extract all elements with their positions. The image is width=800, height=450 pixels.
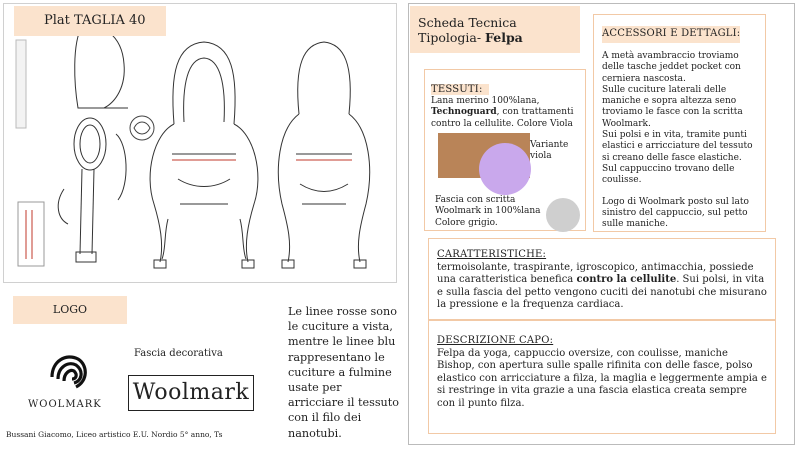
caratteristiche-box bbox=[428, 238, 776, 320]
garment-flat-sketch bbox=[4, 4, 396, 282]
accessori-p1: A metà avambraccio troviamo delle tasche jeddet pocket con cerniera nascosta. bbox=[602, 51, 741, 84]
tessuti-heading: TESSUTI: bbox=[431, 84, 489, 95]
accessori-p3: Sui polsi e in vita, tramite punti elastici e arricciature del tessuto si creano delle fasce elastiche. bbox=[602, 130, 753, 163]
descrizione-box bbox=[428, 320, 776, 434]
logo-label: LOGO bbox=[13, 296, 127, 324]
variante-label: Variante viola bbox=[530, 140, 569, 162]
tessuti-description: Lana merino 100%lana, Technoguard, con trattamenti contro la cellulite. Colore Viola bbox=[431, 96, 574, 129]
descrizione-text: Felpa da yoga, cappuccio oversize, con coulisse, maniche Bishop, con apertura sulle spalle rifinita con delle fasce, polso elastico con arricciature a filza, la maglia e leggermente ampia e si restringe in vita grazie a una fascia elastica creata sempre con il punto filza. bbox=[437, 348, 767, 409]
accessori-p5: Logo di Woolmark posto sul lato sinistro del cappuccio, sul petto sulle maniche. bbox=[602, 196, 749, 230]
seam-notes: Le linee rosse sono le cuciture a vista, mentre le linee blu rappresentano le cuciture a fulmine usate per arricciare il tessuto con il filo dei nanotubi. bbox=[288, 305, 399, 440]
woolmark-wordmark: Woolmark bbox=[128, 375, 254, 411]
variant-violet-swatch bbox=[479, 143, 531, 195]
accessori-p2: Sulle cuciture laterali delle maniche e sopra altezza seno troviamo le fasce con la scritta Woolmark. bbox=[602, 84, 743, 129]
fascia-decorativa-title: Fascia decorativa bbox=[134, 348, 223, 359]
caratteristiche-heading: CARATTERISTICHE: bbox=[437, 249, 547, 260]
accessori-p4: Sul cappuccino trovano delle coulisse. bbox=[602, 163, 735, 186]
descrizione-heading: DESCRIZIONE CAPO: bbox=[437, 335, 554, 346]
woolmark-ball-icon bbox=[44, 347, 94, 395]
accessori-heading: ACCESSORI E DETTAGLI: bbox=[602, 26, 740, 43]
band-grey-swatch bbox=[546, 198, 580, 232]
technical-drawing-frame bbox=[3, 3, 397, 283]
sheet-subtitle: Tipologia- Felpa bbox=[418, 30, 523, 45]
sheet-title: Scheda Tecnica bbox=[418, 15, 517, 30]
caratteristiche-text: termoisolante, traspirante, igroscopico, antimacchia, possiede una caratteristica benefica contro la cellulite. Sui polsi, in vita e sulla fascia del petto vengono cuciti dei nanotubi che misurano la pressione e la frequenza cardiaca. bbox=[437, 262, 767, 311]
sheet-title-block bbox=[410, 6, 580, 53]
woolmark-caption: WOOLMARK bbox=[28, 399, 102, 410]
plat-size-label: Plat TAGLIA 40 bbox=[14, 6, 166, 36]
fascia-fabric-text: Fascia con scritta Woolmark in 100%lana Colore grigio. bbox=[435, 195, 541, 228]
author-credit: Bussani Giacomo, Liceo artistico E.U. Nordio 5° anno, Ts bbox=[6, 430, 223, 439]
accessori-box bbox=[593, 14, 766, 232]
